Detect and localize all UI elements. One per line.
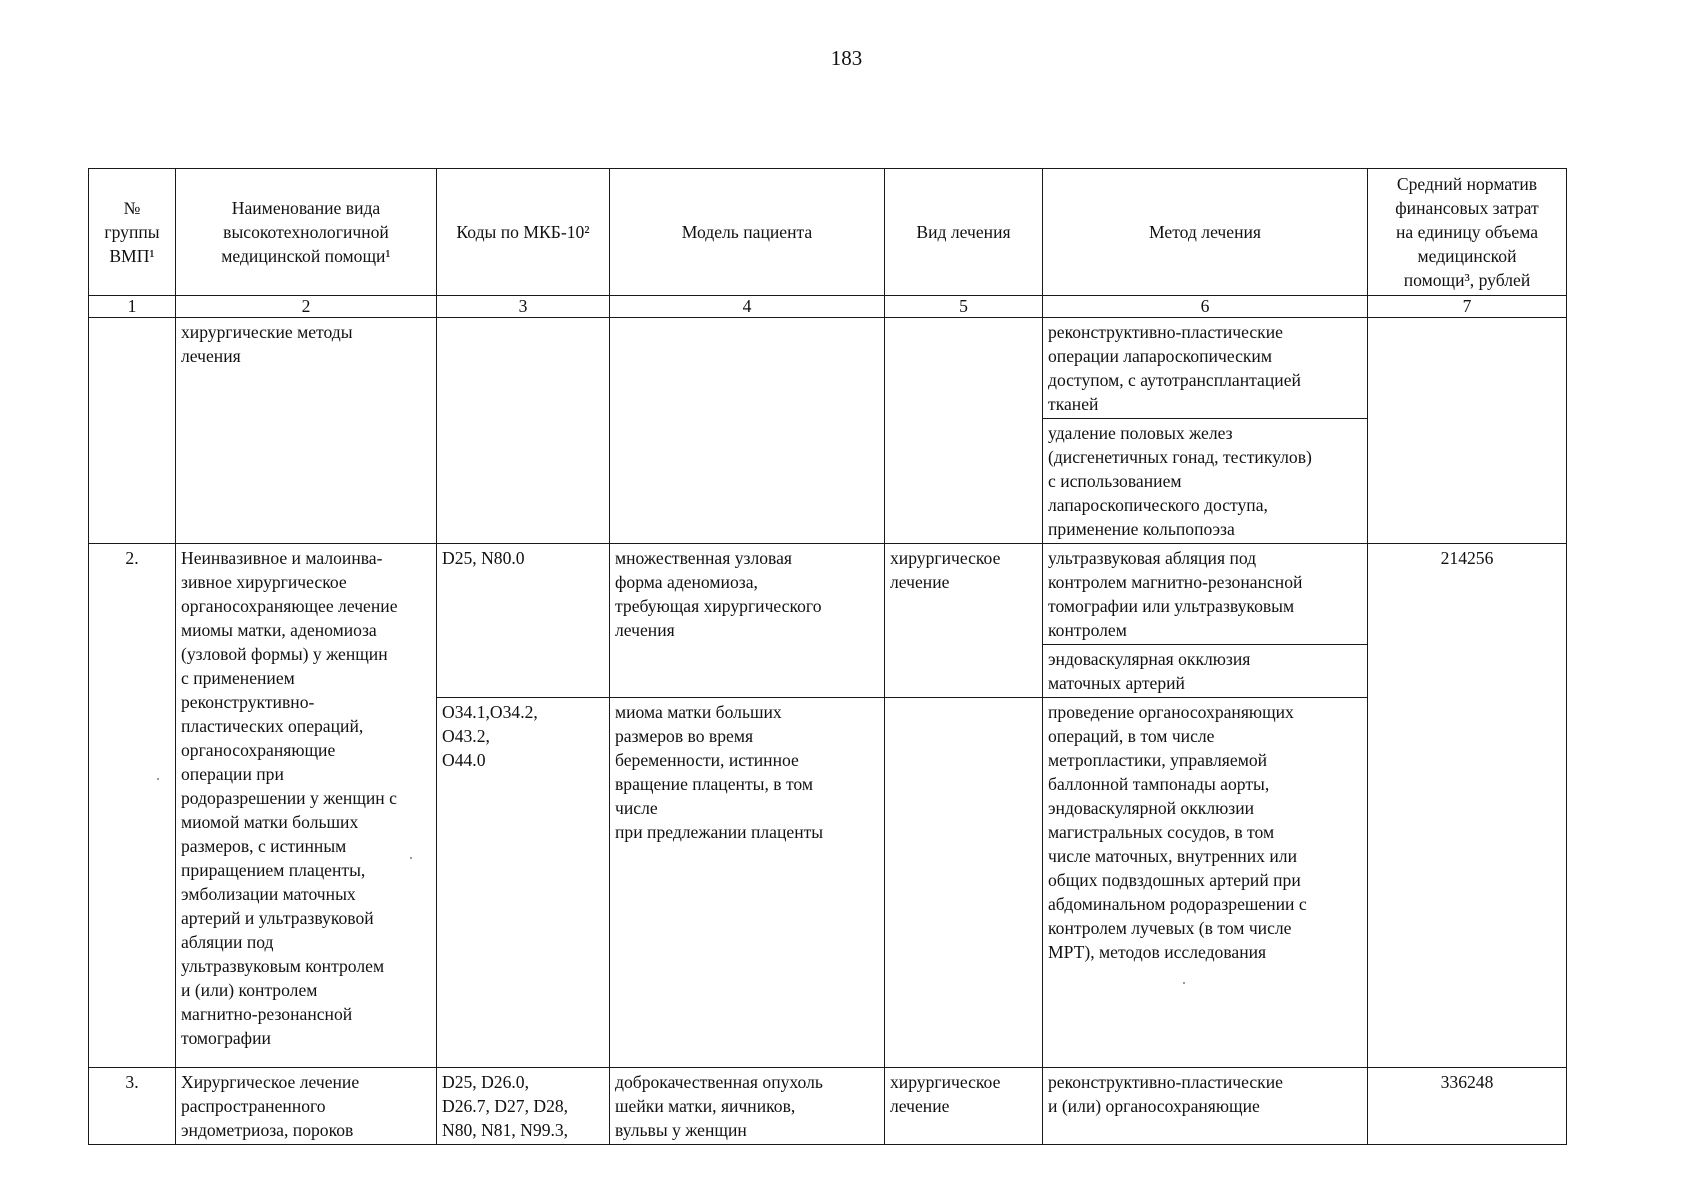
treatment-type-cell [885,318,1043,544]
scan-speck [1183,982,1185,984]
group-number-cell: 2. [89,544,176,1068]
column-number: 4 [610,296,885,318]
column-number: 2 [176,296,437,318]
method-cell: ультразвуковая абляция под контролем магнитно-резонансной томографии или ультразвуковым контролем [1043,544,1368,645]
header-treatment-type: Вид лечения [885,169,1043,296]
method-cell: проведение органосохраняющих операций, в том числе метропластики, управляемой баллонной тампонады аорты, эндоваскулярной окклюзии магистральных сосудов, в том числе маточных, внутренних или общих подвздошных артерий при абдоминальном родоразрешении с контролем лучевых (в том числе МРТ), методов исследования [1043,698,1368,1068]
method-cell: удаление половых желез (дисгенетичных гонад, тестикулов) с использованием лапароскопического доступа, применение кольпопоэза [1043,419,1368,544]
table-header-row [89,169,1567,296]
treatment-type-cell [885,698,1043,1068]
patient-model-cell: множественная узловая форма аденомиоза, требующая хирургического лечения [610,544,885,698]
method-cell: реконструктивно-пластические и (или) органосохраняющие [1043,1068,1368,1145]
cost-cell [1368,318,1567,544]
cost-cell: 214256 [1368,544,1567,1068]
method-cell: реконструктивно-пластические операции лапароскопическим доступом, с аутотрансплантацией тканей [1043,318,1368,419]
patient-model-cell: миома матки больших размеров во время беременности, истинное вращение плаценты, в том числе при предлежании плаценты [610,698,885,1068]
care-type-cell: Неинвазивное и малоинва- зивное хирургическое органосохраняющее лечение миомы матки, аденомиоза (узловой формы) у женщин с применением реконструктивно- пластических операций, органосохраняющие операции при родоразрешении у женщин с миомой матки больших размеров, с истинным приращением плаценты, эмболизации маточных артерий и ультразвуковой абляции под ультразвуковым контролем и (или) контролем магнитно-резонансной томографии [176,544,437,1068]
care-type-cell: Хирургическое лечение распространенного эндометриоза, пороков [176,1068,437,1145]
page-number: 183 [830,46,863,70]
icd-codes-cell: D25, D26.0, D26.7, D27, D28, N80, N81, N99.3, [437,1068,610,1145]
care-type-cell: хирургические методы лечения [176,318,437,544]
table-row-group-2 [89,544,1567,645]
table-row-group-3 [89,1068,1567,1145]
group-number-cell [89,318,176,544]
method-cell: эндоваскулярная окклюзия маточных артерий [1043,645,1368,698]
icd-codes-cell: O34.1,O34.2, O43.2, O44.0 [437,698,610,1068]
header-care-type: Наименование вида высокотехнологичной медицинской помощи¹ [176,169,437,296]
icd-codes-cell [437,318,610,544]
column-number: 3 [437,296,610,318]
column-number: 6 [1043,296,1368,318]
patient-model-cell: доброкачественная опухоль шейки матки, яичников, вульвы у женщин [610,1068,885,1145]
header-cost-standard: Средний норматив финансовых затрат на единицу объема медицинской помощи³, рублей [1368,169,1567,296]
scan-speck [157,778,159,780]
column-number-row [89,296,1567,318]
treatment-type-cell: хирургическое лечение [885,544,1043,698]
vmp-table [88,168,1567,1145]
header-patient-model: Модель пациента [610,169,885,296]
cost-cell: 336248 [1368,1068,1567,1145]
header-group-number: № группы ВМП¹ [89,169,176,296]
group-number-cell: 3. [89,1068,176,1145]
icd-codes-cell: D25, N80.0 [437,544,610,698]
treatment-type-cell: хирургическое лечение [885,1068,1043,1145]
table-row-continuation [89,318,1567,419]
scan-speck [410,857,412,859]
column-number: 7 [1368,296,1567,318]
column-number: 1 [89,296,176,318]
column-number: 5 [885,296,1043,318]
header-icd-codes: Коды по МКБ-10² [437,169,610,296]
patient-model-cell [610,318,885,544]
header-treatment-method: Метод лечения [1043,169,1368,296]
